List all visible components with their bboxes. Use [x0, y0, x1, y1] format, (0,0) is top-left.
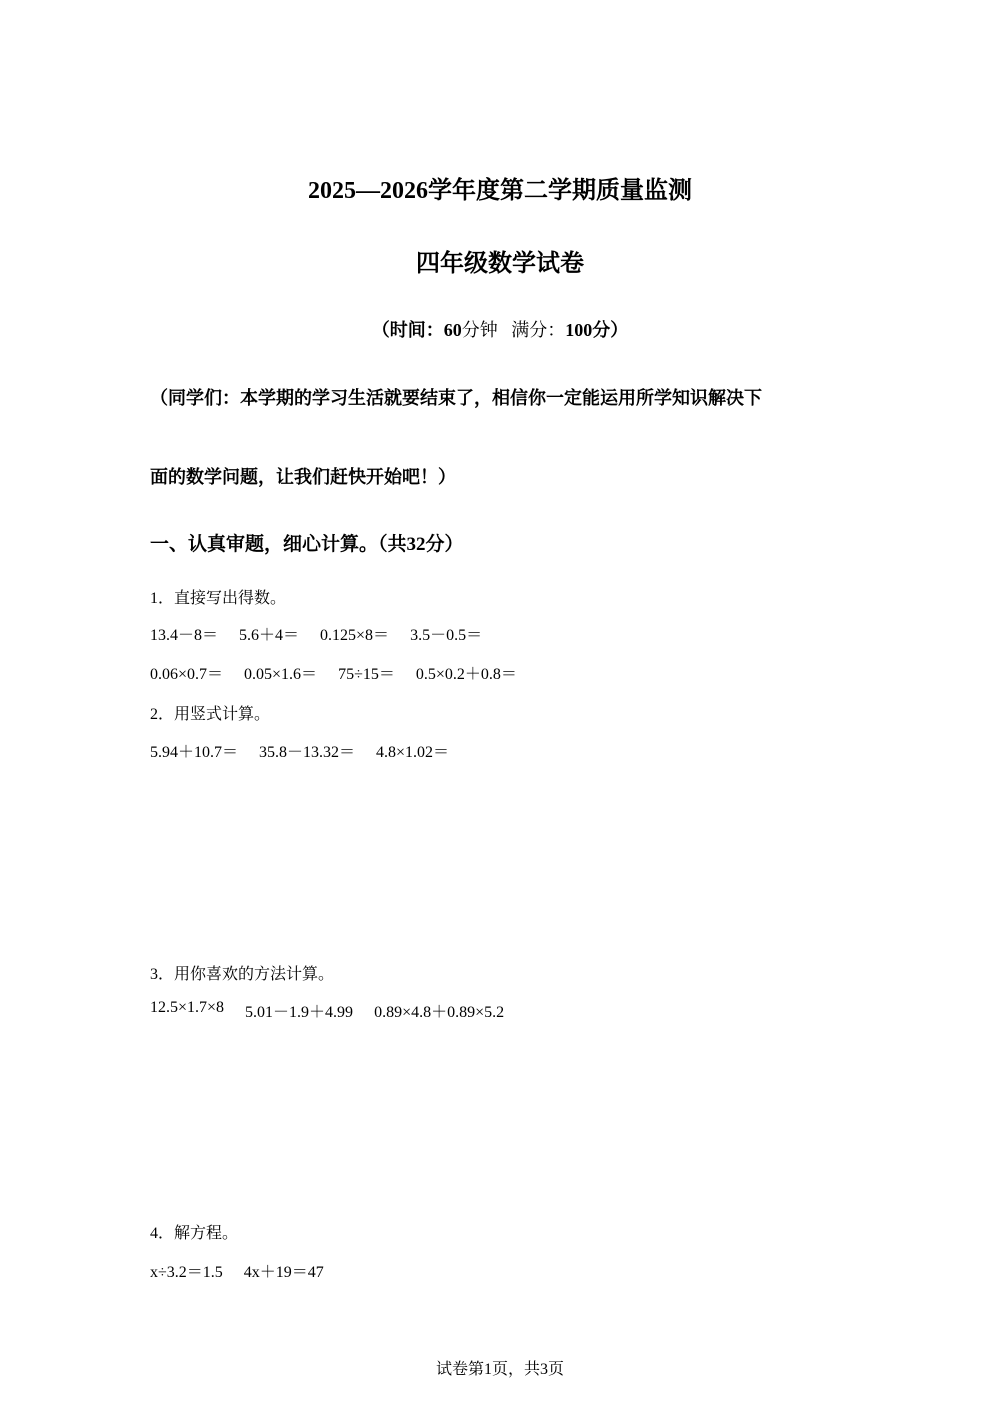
question-label: 4．解方程。 [150, 1225, 239, 1242]
problem: 5.94＋10.7＝ [150, 744, 239, 761]
score-value: 100 [565, 320, 593, 340]
problem-row [150, 999, 504, 1022]
problem: 5.6＋4＝ [239, 627, 300, 644]
problem: 3.5－0.5＝ [410, 627, 483, 644]
exam-title: 2025—2026学年度第二学期质量监测 [308, 178, 692, 204]
exam-info [0, 316, 1000, 342]
problem: 12.5×1.7×8 [150, 999, 225, 1016]
problem: 0.06×0.7＝ [150, 666, 224, 683]
intro-line-2: 面的数学问题，让我们赶快开始吧！） [150, 467, 456, 487]
problem: 75÷15＝ [338, 666, 395, 683]
info-open: （时间： [371, 320, 444, 340]
problem-row [150, 739, 449, 762]
problem: 0.125×8＝ [320, 627, 390, 644]
score-unit: 分） [592, 320, 629, 340]
page-footer: 试卷第1页，共3页 [435, 1361, 564, 1378]
problem: 5.01－1.9＋4.99 [245, 1004, 354, 1021]
problem: 35.8－13.32＝ [259, 744, 356, 761]
time-unit: 分钟 [461, 320, 498, 340]
score-label: 满分： [511, 320, 566, 340]
problem-row [150, 661, 517, 684]
question-label: 1．直接写出得数。 [150, 590, 287, 607]
section-heading: 一、认真审题，细心计算。（共32分） [150, 534, 464, 555]
problem: 0.05×1.6＝ [244, 666, 318, 683]
problem: x÷3.2＝1.5 [150, 1264, 223, 1281]
problem: 13.4－8＝ [150, 627, 219, 644]
intro-line-1: （同学们：本学期的学习生活就要结束了，相信你一定能运用所学知识解决下 [150, 388, 762, 408]
problem: 4x＋19＝47 [243, 1264, 324, 1281]
problem-row [150, 622, 482, 645]
question-label: 2．用竖式计算。 [150, 706, 271, 723]
question-label: 3．用你喜欢的方法计算。 [150, 966, 335, 983]
exam-subtitle: 四年级数学试卷 [416, 251, 584, 277]
problem-row [150, 1259, 324, 1282]
time-value: 60 [443, 320, 462, 340]
problem: 0.5×0.2＋0.8＝ [415, 666, 517, 683]
problem: 0.89×4.8＋0.89×5.2 [374, 1004, 505, 1021]
problem: 4.8×1.02＝ [376, 744, 450, 761]
